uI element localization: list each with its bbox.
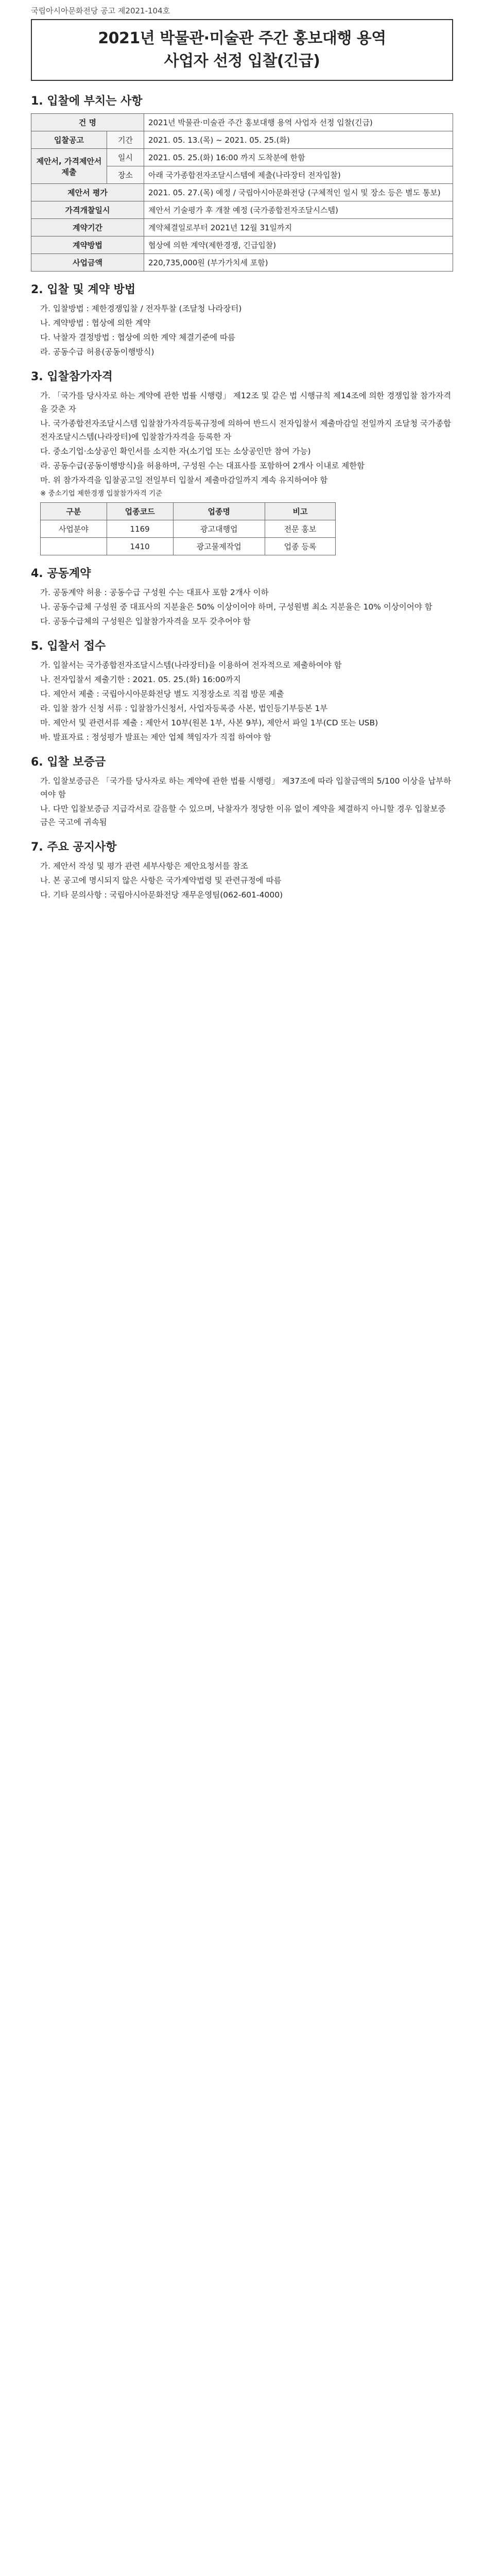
list-item: 다. 낙찰자 결정방법 : 협상에 의한 계약 체결기준에 따름	[40, 333, 235, 342]
section-3-heading: 3. 입찰참가자격	[31, 370, 113, 383]
document-number: 국립아시아문화전당 공고 제2021-104호	[31, 6, 170, 15]
column-header: 업종명	[173, 503, 265, 520]
column-header: 구분	[41, 503, 107, 520]
row-label: 입찰공고	[31, 131, 107, 149]
table-row	[31, 131, 453, 149]
section-7	[31, 838, 453, 902]
row-value: 2021. 05. 27.(목) 예정 / 국립아시아문화전당 (구체적인 일시 및 장소 등은 별도 통보)	[144, 184, 453, 201]
row-value: 제안서 기술평가 후 개찰 예정 (국가종합전자조달시스템)	[144, 201, 453, 219]
title-box	[31, 19, 453, 81]
section-5	[31, 637, 453, 744]
table-cell: 사업분야	[41, 520, 107, 538]
section-5-heading: 5. 입찰서 접수	[31, 640, 106, 653]
table-row	[31, 254, 453, 272]
section-6	[31, 753, 453, 829]
list-item: 가. 입찰방법 : 제한경쟁입찰 / 전자투찰 (조달청 나라장터)	[40, 304, 242, 313]
row-sub-label: 일시	[107, 149, 144, 166]
section-1-heading: 1. 입찰에 부치는 사항	[31, 95, 143, 108]
row-label: 건 명	[31, 114, 144, 131]
row-value: 2021. 05. 25.(화) 16:00 까지 도착분에 한함	[144, 149, 453, 166]
section-4	[31, 565, 453, 628]
list-item: 라. 공동수급(공동이행방식)을 허용하며, 구성원 수는 대표사를 포함하여 2개사 이내로 제한함	[40, 461, 365, 470]
list-item: 가. 공동계약 허용 : 공동수급 구성원 수는 대표사 포함 2개사 이하	[40, 588, 269, 597]
column-header: 비고	[265, 503, 336, 520]
row-value: 협상에 의한 계약(제한경쟁, 긴급입찰)	[144, 236, 453, 254]
table-header-row	[41, 503, 336, 520]
row-label: 가격개찰일시	[31, 201, 144, 219]
section-2-heading: 2. 입찰 및 계약 방법	[31, 283, 136, 296]
row-value: 220,735,000원 (부가가치세 포함)	[144, 254, 453, 272]
column-header: 업종코드	[107, 503, 173, 520]
table-row	[31, 201, 453, 219]
title-line-2: 사업자 선정 입찰(긴급)	[164, 52, 320, 70]
row-value: 계약체결일로부터 2021년 12월 31일까지	[144, 219, 453, 236]
row-sub-label: 장소	[107, 166, 144, 184]
table-row	[31, 184, 453, 201]
table-row	[41, 520, 336, 538]
section-4-heading: 4. 공동계약	[31, 567, 91, 580]
row-label: 계약방법	[31, 236, 144, 254]
list-item: 나. 다만 입찰보증금 지급각서로 갈음할 수 있으며, 낙찰자가 정당한 이유 없이 계약을 체결하지 아니할 경우 입찰보증금은 국고에 귀속됨	[40, 804, 446, 827]
list-item: 다. 중소기업·소상공인 확인서를 소지한 자(소기업 또는 소상공인만 참여 가능)	[40, 447, 311, 456]
list-item: 가. 제안서 작성 및 평가 관련 세부사항은 제안요청서를 참조	[40, 861, 248, 871]
table-caption: ※ 중소기업 제한경쟁 입찰참가자격 기준	[40, 489, 163, 498]
table-row	[41, 538, 336, 555]
list-item: 다. 기타 문의사항 : 국립아시아문화전당 재무운영팀(062-601-4000)	[40, 890, 283, 900]
table-row	[31, 219, 453, 236]
section-7-heading: 7. 주요 공지사항	[31, 841, 117, 854]
list-item: 나. 국가종합전자조달시스템 입찰참가자격등록규정에 의하여 반드시 전자입찰서 제출마감일 전일까지 조달청 국가종합전자조달시스템(나라장터)에 입찰참가자격을 등록한 자	[40, 419, 451, 442]
list-item: 나. 전자입찰서 제출기한 : 2021. 05. 25.(화) 16:00까지	[40, 675, 241, 684]
table-cell: 전문 홍보	[265, 520, 336, 538]
title-line-1: 2021년 박물관·미술관 주간 홍보대행 용역	[98, 29, 386, 47]
list-item: 다. 제안서 제출 : 국립아시아문화전당 별도 지정장소로 직접 방문 제출	[40, 689, 284, 699]
list-item: 나. 공동수급체 구성원 중 대표사의 지분율은 50% 이상이어야 하며, 구성원별 최소 지분율은 10% 이상이어야 함	[40, 602, 433, 612]
table-cell: 1410	[107, 538, 173, 555]
row-label: 사업금액	[31, 254, 144, 272]
row-value: 2021년 박물관·미술관 주간 홍보대행 용역 사업자 선정 입찰(긴급)	[144, 114, 453, 131]
row-sub-label: 기간	[107, 131, 144, 149]
row-label: 제안서, 가격제안서제출	[31, 149, 107, 184]
list-item: 가. 입찰보증금은 「국가를 당사자로 하는 계약에 관한 법률 시행령」 제37조에 따라 입찰금액의 5/100 이상을 납부하여야 함	[40, 776, 452, 799]
bid-info-table	[31, 113, 453, 272]
qualification-table	[40, 502, 336, 555]
list-item: 라. 입찰 참가 신청 서류 : 입찰참가신청서, 사업자등록증 사본, 법인등기부등본 1부	[40, 704, 328, 713]
table-row	[31, 149, 453, 166]
table-row	[31, 236, 453, 254]
section-3	[31, 368, 453, 555]
section-6-heading: 6. 입찰 보증금	[31, 756, 106, 769]
list-item: 바. 발표자료 : 정성평가 발표는 제안 업체 책임자가 직접 하여야 함	[40, 733, 271, 742]
row-value: 2021. 05. 13.(목) ~ 2021. 05. 25.(화)	[144, 131, 453, 149]
list-item: 라. 공동수급 허용(공동이행방식)	[40, 347, 154, 357]
list-item: 마. 제안서 및 관련서류 제출 : 제안서 10부(원본 1부, 사본 9부), 제안서 파일 1부(CD 또는 USB)	[40, 718, 378, 727]
list-item: 가. 입찰서는 국가종합전자조달시스템(나라장터)을 이용하여 전자적으로 제출하여야 함	[40, 660, 342, 670]
table-cell: 광고물제작업	[173, 538, 265, 555]
list-item: 마. 위 참가자격을 입찰공고일 전일부터 입찰서 제출마감일까지 계속 유지하여야 함	[40, 476, 328, 485]
table-cell: 광고대행업	[173, 520, 265, 538]
row-label: 계약기간	[31, 219, 144, 236]
list-item: 다. 공동수급체의 구성원은 입찰참가자격을 모두 갖추어야 함	[40, 617, 251, 626]
list-item: 가. 「국가를 당사자로 하는 계약에 관한 법률 시행령」 제12조 및 같은 법 시행규칙 제14조에 의한 경쟁입찰 참가자격을 갖춘 자	[40, 391, 452, 414]
table-cell	[41, 538, 107, 555]
list-item: 나. 계약방법 : 협상에 의한 계약	[40, 318, 151, 328]
table-cell: 1169	[107, 520, 173, 538]
row-value: 아래 국가종합전자조달시스템에 제출(나라장터 전자입찰)	[144, 166, 453, 184]
section-2	[31, 281, 453, 359]
row-label: 제안서 평가	[31, 184, 144, 201]
table-row	[31, 114, 453, 131]
list-item: 나. 본 공고에 명시되지 않은 사항은 국가계약법령 및 관련규정에 따름	[40, 876, 282, 885]
table-cell: 업종 등록	[265, 538, 336, 555]
